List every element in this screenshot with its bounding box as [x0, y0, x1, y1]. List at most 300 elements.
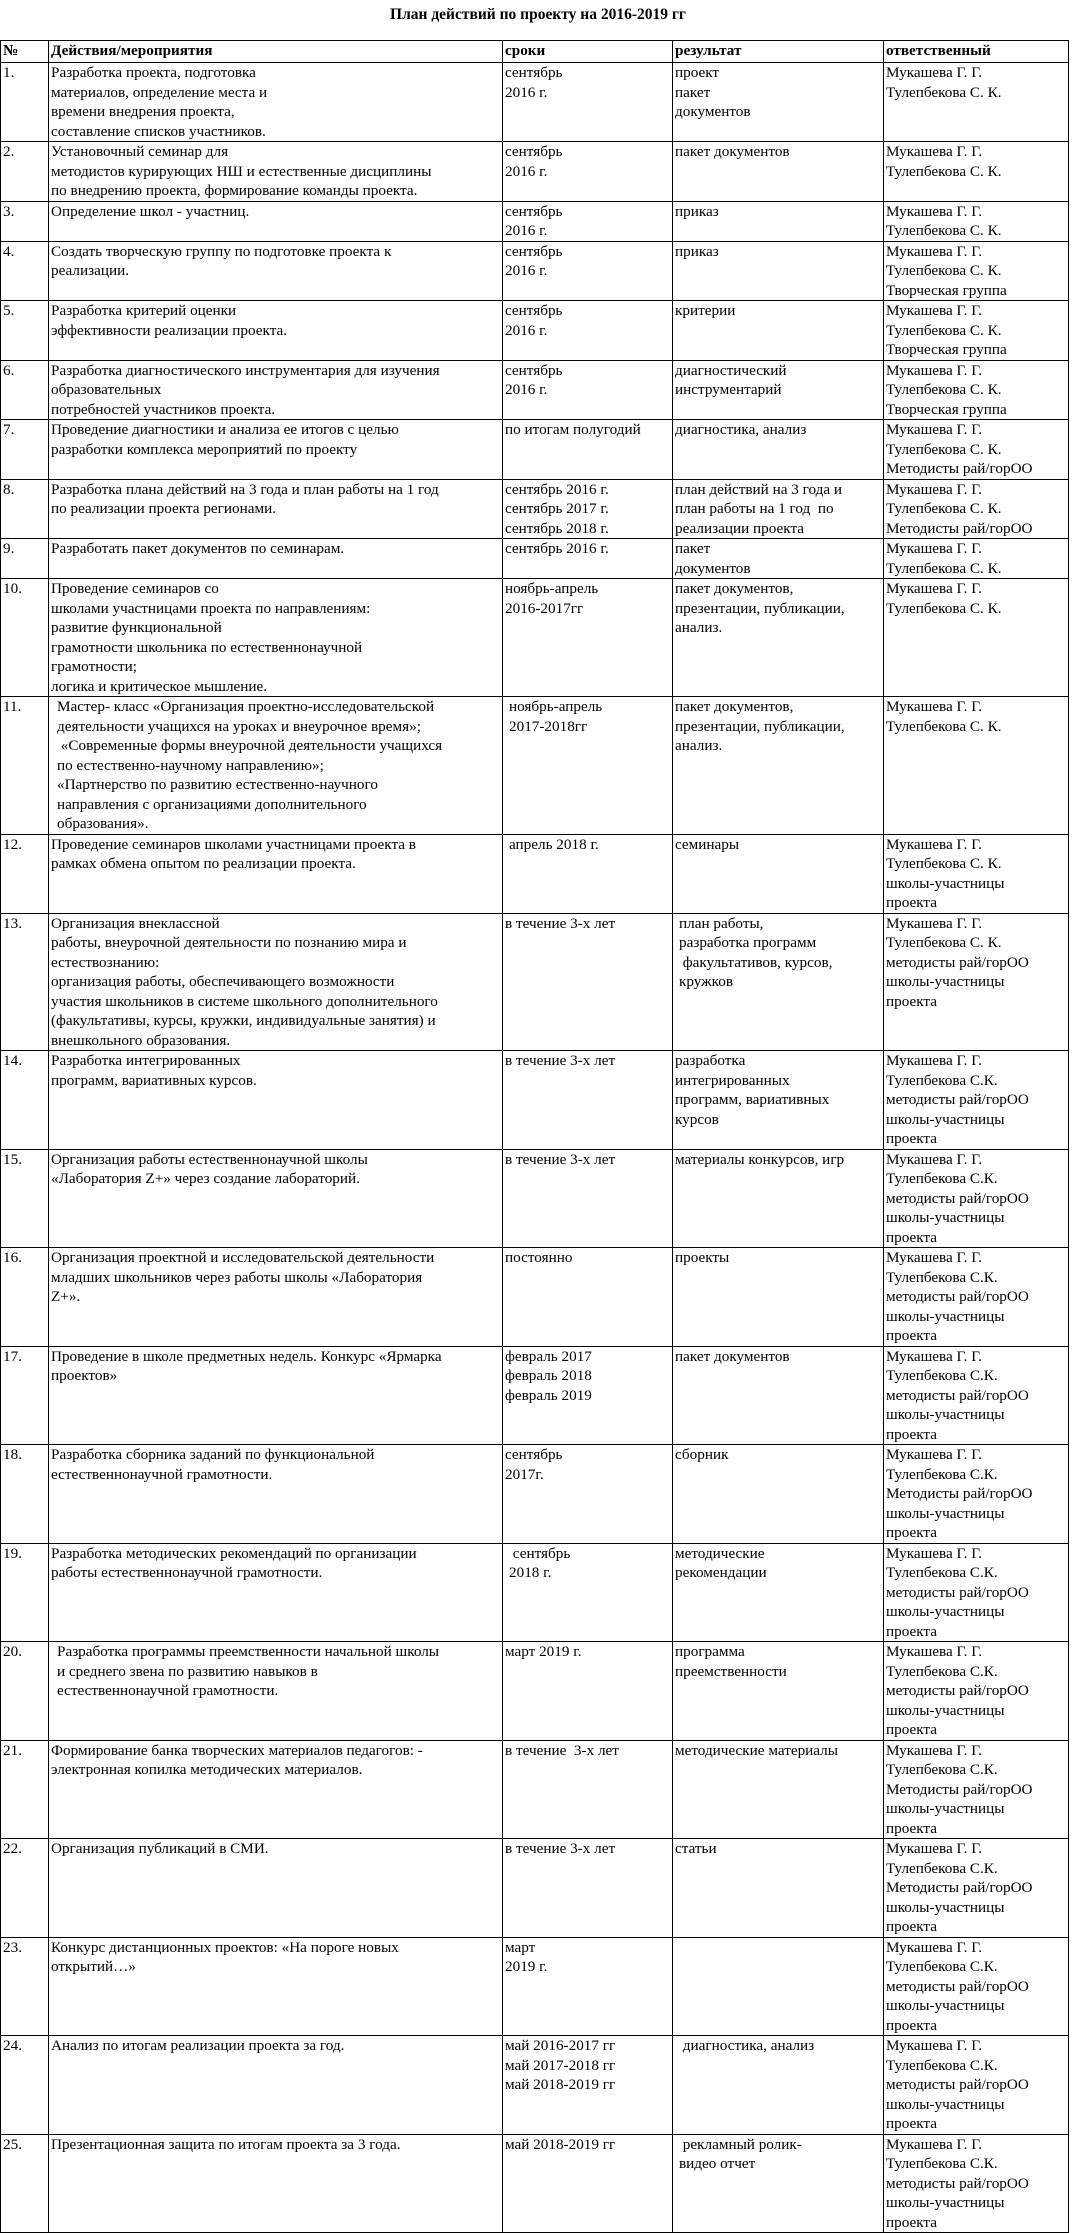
table-row — [1, 1839, 1069, 1938]
cell-term-line: 2016-2017гг — [505, 599, 584, 617]
cell-result — [673, 201, 884, 241]
cell-term-line: в течение 3-х лет — [505, 1150, 616, 1168]
cell-responsible — [884, 1051, 1069, 1150]
cell-action — [49, 63, 503, 142]
cell-term-line: сентябрь — [505, 202, 563, 220]
cell-term-line: в течение 3-х лет — [505, 914, 616, 932]
header-result: результат — [673, 41, 884, 63]
table-row — [1, 539, 1069, 579]
cell-result — [673, 1642, 884, 1741]
cell-term-line: сентябрь 2016 г. — [505, 540, 609, 557]
cell-responsible-line: школы-участницы — [886, 1110, 1005, 1128]
cell-num: 9. — [1, 539, 49, 579]
header-num: № — [1, 41, 49, 63]
cell-responsible-line: Тулепбекова С. К. — [886, 717, 1002, 735]
cell-term — [503, 539, 673, 579]
table-body — [1, 63, 1069, 2233]
cell-action — [49, 697, 503, 835]
cell-num: 19. — [1, 1543, 49, 1642]
table-row — [1, 1937, 1069, 2036]
cell-responsible-line: школы-участницы — [886, 2194, 1005, 2211]
cell-responsible-line: проекта — [886, 1524, 937, 1541]
cell-result — [673, 301, 884, 361]
cell-num: 11. — [1, 697, 49, 835]
cell-responsible-line: Тулепбекова С.К. — [886, 1071, 998, 1089]
cell-responsible-line: Мукашева Г. Г. — [886, 480, 983, 498]
cell-responsible-line: Тулепбекова С. К. — [886, 855, 1002, 872]
cell-responsible-line: Методисты рай/горОО — [886, 519, 1033, 537]
cell-action-line: методистов курирующих НШ и естественные дисциплины — [51, 162, 432, 180]
cell-action-line: Организация проектной и исследовательской деятельности — [51, 1249, 435, 1266]
action-plan-table — [0, 40, 1069, 2233]
cell-action-line: логика и критическое мышление. — [51, 677, 268, 695]
cell-result — [673, 1346, 884, 1445]
cell-responsible-line: методисты рай/горОО — [886, 1682, 1029, 1699]
cell-action-line: (факультативы, курсы, кружки, индивидуальные занятия) и — [51, 1012, 436, 1029]
cell-result-line: пакет — [675, 540, 711, 557]
cell-responsible — [884, 579, 1069, 697]
table-row — [1, 834, 1069, 913]
cell-result-line: план работы, — [679, 914, 764, 932]
cell-result-line: анализ. — [675, 737, 723, 754]
cell-result-line: пакет документов — [675, 1347, 790, 1365]
cell-result-line: диагностический — [675, 361, 787, 379]
cell-responsible — [884, 913, 1069, 1051]
cell-term — [503, 420, 673, 480]
cell-result — [673, 1839, 884, 1938]
cell-result-line: курсов — [675, 1110, 719, 1128]
cell-responsible-line: Тулепбекова С.К. — [886, 1958, 998, 1975]
cell-result-line: документов — [675, 103, 751, 120]
table-row — [1, 241, 1069, 301]
cell-term-line: 2016 г. — [505, 381, 548, 398]
cell-responsible-line: методисты рай/горОО — [886, 2076, 1029, 2093]
cell-result-line: сборник — [675, 1446, 729, 1463]
cell-term — [503, 1051, 673, 1150]
cell-result-line: пакет — [675, 83, 711, 101]
table-row — [1, 420, 1069, 480]
cell-responsible-line: Мукашева Г. Г. — [886, 1347, 983, 1365]
cell-action-line: Разработка критерий оценки — [51, 302, 237, 319]
cell-responsible-line: Мукашева Г. Г. — [886, 143, 983, 160]
cell-action-line: по реализации проекта регионами. — [51, 500, 277, 517]
cell-term-line: в течение 3-х лет — [505, 1840, 616, 1857]
cell-result — [673, 241, 884, 301]
cell-responsible-line: Мукашева Г. Г. — [886, 914, 983, 932]
cell-responsible-line: школы-участницы — [886, 1997, 1005, 2014]
table-row — [1, 301, 1069, 361]
cell-action-line: Проведение в школе предметных недель. Конкурс «Ярмарка — [51, 1347, 442, 1365]
cell-responsible-line: Творческая группа — [886, 341, 1007, 358]
cell-responsible — [884, 539, 1069, 579]
cell-responsible-line: школы-участницы — [886, 1701, 1005, 1719]
cell-action — [49, 1445, 503, 1544]
cell-responsible-line: Тулепбекова С. К. — [886, 440, 1002, 458]
cell-action — [49, 1248, 503, 1347]
cell-result — [673, 1740, 884, 1839]
cell-action-line: Установочный семинар для — [51, 143, 229, 160]
cell-action-line: внешкольного образования. — [51, 1031, 231, 1049]
cell-term — [503, 142, 673, 202]
cell-result-line: реализации проекта — [675, 519, 805, 537]
cell-term — [503, 1543, 673, 1642]
cell-num: 23. — [1, 1937, 49, 2036]
cell-action — [49, 1149, 503, 1248]
cell-term-line: сентябрь 2016 г. — [505, 480, 609, 498]
cell-term — [503, 834, 673, 913]
cell-responsible-line: школы-участницы — [886, 1406, 1005, 1423]
cell-term — [503, 697, 673, 835]
cell-responsible-line: Тулепбекова С. К. — [886, 222, 1002, 239]
cell-responsible-line: Мукашева Г. Г. — [886, 835, 983, 853]
cell-action-line: рамках обмена опытом по реализации проекта. — [51, 855, 356, 872]
cell-num: 16. — [1, 1248, 49, 1347]
cell-term — [503, 1642, 673, 1741]
cell-responsible-line: школы-участницы — [886, 2095, 1005, 2113]
cell-result-line: приказ — [675, 242, 719, 260]
cell-responsible-line: Мукашева Г. Г. — [886, 1249, 983, 1266]
cell-result — [673, 1445, 884, 1544]
cell-result — [673, 539, 884, 579]
cell-action — [49, 539, 503, 579]
table-row — [1, 1248, 1069, 1347]
table-row — [1, 201, 1069, 241]
cell-action-line: Разработка сборника заданий по функциональной — [51, 1446, 375, 1463]
cell-term-line: постоянно — [505, 1249, 573, 1266]
cell-action-line: проектов» — [51, 1367, 118, 1384]
cell-num: 20. — [1, 1642, 49, 1741]
cell-responsible-line: Тулепбекова С. К. — [886, 381, 1002, 398]
cell-result — [673, 142, 884, 202]
table-row — [1, 2036, 1069, 2135]
cell-responsible-line: Мукашева Г. Г. — [886, 1446, 983, 1463]
cell-responsible — [884, 1149, 1069, 1248]
cell-responsible — [884, 1543, 1069, 1642]
cell-term-line: сентябрь — [505, 1446, 563, 1463]
cell-term — [503, 579, 673, 697]
table-header-row — [1, 41, 1069, 63]
cell-term-line: в течение 3-х лет — [505, 1052, 616, 1069]
cell-term — [503, 479, 673, 539]
cell-term-line: май 2018-2019 гг — [505, 2076, 616, 2093]
cell-result — [673, 63, 884, 142]
cell-responsible-line: Творческая группа — [886, 281, 1007, 299]
cell-result-line: семинары — [675, 835, 740, 853]
cell-term — [503, 360, 673, 420]
cell-responsible-line: Мукашева Г. Г. — [886, 1150, 983, 1168]
cell-action-line: Проведение семинаров со — [51, 580, 219, 597]
cell-term — [503, 1346, 673, 1445]
cell-responsible-line: Методисты рай/горОО — [886, 460, 1033, 477]
cell-result-line: диагностика, анализ — [675, 421, 807, 438]
cell-term — [503, 1740, 673, 1839]
table-row — [1, 913, 1069, 1051]
cell-responsible-line: методисты рай/горОО — [886, 1288, 1029, 1305]
cell-action-line: образовательных — [51, 381, 162, 398]
cell-action-line: младших школьников через работы школы «Лаборатория — [51, 1268, 423, 1286]
cell-responsible-line: Тулепбекова С.К. — [886, 1170, 998, 1187]
cell-result-line: диагностика, анализ — [679, 2037, 815, 2054]
table-row — [1, 2134, 1069, 2233]
cell-responsible-line: проекта — [886, 2213, 937, 2231]
cell-term-line: май 2016-2017 гг — [505, 2037, 616, 2054]
cell-action-line: Z+». — [51, 1288, 81, 1305]
cell-action-line: естественнонаучной грамотности. — [51, 1465, 273, 1483]
header-term: сроки — [503, 41, 673, 63]
cell-action — [49, 1839, 503, 1938]
cell-term-line: март — [505, 1938, 536, 1956]
cell-term-line: сентябрь — [509, 1544, 571, 1562]
cell-responsible-line: проекта — [886, 1721, 937, 1738]
cell-responsible-line: Мукашева Г. Г. — [886, 1544, 983, 1562]
cell-responsible-line: Тулепбекова С.К. — [886, 1761, 998, 1778]
cell-action-line: «Современные формы внеурочной деятельности учащихся — [57, 737, 443, 754]
cell-action-line: Проведение семинаров школами участницами проекта в — [51, 835, 416, 853]
cell-result-line: рекламный ролик- — [679, 2135, 802, 2153]
cell-num: 12. — [1, 834, 49, 913]
cell-term-line: ноябрь-апрель — [505, 580, 599, 597]
cell-action-line: Презентационная защита по итогам проекта за 3 года. — [51, 2135, 401, 2153]
cell-action — [49, 241, 503, 301]
cell-responsible-line: проекта — [886, 894, 937, 911]
cell-result — [673, 420, 884, 480]
cell-action — [49, 1740, 503, 1839]
cell-responsible-line: проекта — [886, 1918, 937, 1935]
cell-responsible-line: методисты рай/горОО — [886, 2174, 1029, 2192]
cell-action-line: открытий…» — [51, 1958, 136, 1975]
cell-term — [503, 913, 673, 1051]
cell-term — [503, 1248, 673, 1347]
cell-result-line: программа — [675, 1643, 745, 1660]
cell-result — [673, 579, 884, 697]
cell-num: 7. — [1, 420, 49, 480]
cell-result-line: материалы конкурсов, игр — [675, 1150, 845, 1168]
cell-result — [673, 2134, 884, 2233]
cell-responsible-line: методисты рай/горОО — [886, 1977, 1029, 1995]
cell-result-line: план действий на 3 года и — [675, 480, 843, 498]
cell-responsible-line: Тулепбекова С. К. — [886, 162, 1002, 180]
cell-action-line: образования». — [57, 815, 149, 832]
cell-responsible — [884, 241, 1069, 301]
cell-action — [49, 1543, 503, 1642]
cell-action-line: Организация внеклассной — [51, 914, 220, 932]
cell-action-line: Мастер- класс «Организация проектно-исследовательской — [57, 698, 435, 715]
cell-result-line: пакет документов, — [675, 580, 794, 597]
cell-term — [503, 201, 673, 241]
cell-action — [49, 360, 503, 420]
cell-action-line: программ, вариативных курсов. — [51, 1071, 257, 1089]
cell-result — [673, 1937, 884, 2036]
cell-responsible-line: Тулепбекова С. К. — [886, 500, 1002, 517]
cell-responsible — [884, 1937, 1069, 2036]
cell-responsible-line: Мукашева Г. Г. — [886, 698, 983, 715]
cell-responsible — [884, 479, 1069, 539]
cell-result-line: методические материалы — [675, 1741, 838, 1759]
cell-action — [49, 301, 503, 361]
cell-action-line: разработки комплекса мероприятий по проекту — [51, 440, 358, 458]
cell-responsible-line: Тулепбекова С.К. — [886, 1662, 998, 1680]
table-row — [1, 360, 1069, 420]
cell-responsible-line: проекта — [886, 2115, 937, 2132]
cell-result-line: план работы на 1 год по — [675, 500, 834, 517]
cell-responsible-line: Методисты рай/горОО — [886, 1485, 1033, 1502]
cell-responsible — [884, 360, 1069, 420]
cell-responsible — [884, 201, 1069, 241]
cell-num: 22. — [1, 1839, 49, 1938]
cell-result-line: презентации, публикации, — [675, 717, 845, 735]
cell-result — [673, 913, 884, 1051]
cell-term — [503, 1445, 673, 1544]
cell-term — [503, 63, 673, 142]
cell-action-line: Организация публикаций в СМИ. — [51, 1840, 269, 1857]
cell-responsible-line: проекта — [886, 1425, 937, 1443]
cell-term-line: 2016 г. — [505, 162, 548, 180]
cell-responsible-line: Мукашева Г. Г. — [886, 1052, 983, 1069]
cell-action-line: по естественно-научному направлению»; — [57, 756, 324, 774]
cell-action-line: Создать творческую группу по подготовке проекта к — [51, 242, 392, 260]
cell-result — [673, 697, 884, 835]
cell-result-line: факультативов, курсов, — [679, 953, 833, 971]
cell-term — [503, 301, 673, 361]
cell-term-line: сентябрь 2018 г. — [505, 519, 609, 537]
cell-responsible-line: Мукашева Г. Г. — [886, 242, 983, 260]
cell-action-line: «Партнерство по развитию естественно-научного — [57, 776, 378, 793]
cell-responsible-line: Методисты рай/горОО — [886, 1879, 1033, 1896]
cell-term-line: сентябрь — [505, 361, 563, 379]
cell-result-line: презентации, публикации, — [675, 599, 845, 617]
table-row — [1, 1149, 1069, 1248]
cell-responsible-line: методисты рай/горОО — [886, 1189, 1029, 1207]
cell-term-line: февраль 2018 — [505, 1367, 592, 1384]
cell-responsible-line: Тулепбекова С.К. — [886, 2056, 998, 2074]
cell-result-line: критерии — [675, 302, 736, 319]
cell-responsible-line: Творческая группа — [886, 400, 1007, 418]
cell-action-line: Формирование банка творческих материалов педагогов: - — [51, 1741, 423, 1759]
cell-responsible-line: Мукашева Г. Г. — [886, 1741, 983, 1759]
cell-responsible-line: Мукашева Г. Г. — [886, 302, 983, 319]
cell-responsible-line: проекта — [886, 1228, 937, 1246]
cell-action-line: по внедрению проекта, формирование команды проекта. — [51, 182, 418, 199]
table-row — [1, 579, 1069, 697]
cell-num: 5. — [1, 301, 49, 361]
cell-action — [49, 1346, 503, 1445]
cell-action-line: времени внедрения проекта, — [51, 103, 235, 120]
cell-num: 8. — [1, 479, 49, 539]
cell-action-line: электронная копилка методических материалов. — [51, 1761, 363, 1778]
header-action: Действия/мероприятия — [49, 41, 503, 63]
cell-action-line: Разработать пакет документов по семинарам. — [51, 540, 345, 557]
cell-action-line: работы естественнонаучной грамотности. — [51, 1564, 323, 1581]
cell-responsible-line: Мукашева Г. Г. — [886, 1840, 983, 1857]
cell-responsible-line: Тулепбекова С.К. — [886, 1859, 998, 1877]
cell-action-line: школами участницами проекта по направлениям: — [51, 599, 371, 617]
cell-num: 21. — [1, 1740, 49, 1839]
cell-action — [49, 2036, 503, 2135]
cell-term-line: 2017-2018гг — [509, 717, 588, 735]
table-row — [1, 1346, 1069, 1445]
cell-action-line: грамотности школьника по естественнонаучной — [51, 638, 363, 656]
cell-term — [503, 1937, 673, 2036]
cell-responsible-line: школы-участницы — [886, 1209, 1005, 1226]
cell-responsible-line: Тулепбекова С.К. — [886, 2155, 998, 2172]
cell-term-line: сентябрь — [505, 302, 563, 319]
cell-num: 3. — [1, 201, 49, 241]
cell-responsible-line: Тулепбекова С.К. — [886, 1465, 998, 1483]
cell-term-line: февраль 2019 — [505, 1386, 592, 1404]
cell-responsible-line: Тулепбекова С. К. — [886, 599, 1002, 617]
cell-responsible-line: Мукашева Г. Г. — [886, 361, 983, 379]
cell-term-line: 2017г. — [505, 1465, 544, 1483]
cell-num: 18. — [1, 1445, 49, 1544]
cell-responsible-line: школы-участницы — [886, 1504, 1005, 1522]
cell-responsible — [884, 142, 1069, 202]
cell-result-line: кружков — [679, 973, 734, 990]
cell-result-line: статьи — [675, 1840, 717, 1857]
cell-result-line: проекты — [675, 1249, 730, 1266]
cell-term-line: 2016 г. — [505, 321, 548, 339]
cell-action — [49, 479, 503, 539]
cell-action — [49, 201, 503, 241]
cell-action-line: Разработка интегрированных — [51, 1052, 241, 1069]
cell-responsible — [884, 1445, 1069, 1544]
cell-term-line: сентябрь — [505, 64, 563, 81]
cell-action-line: Разработка проекта, подготовка — [51, 64, 256, 81]
cell-responsible-line: Тулепбекова С. К. — [886, 559, 1002, 577]
cell-term-line: 2016 г. — [505, 222, 548, 239]
cell-action-line: развитие функциональной — [51, 619, 222, 636]
cell-num: 15. — [1, 1149, 49, 1248]
cell-term-line: май 2017-2018 гг — [505, 2056, 616, 2074]
cell-num: 14. — [1, 1051, 49, 1150]
table-row — [1, 697, 1069, 835]
cell-result-line: инструментарий — [675, 381, 782, 398]
cell-action — [49, 1051, 503, 1150]
cell-term — [503, 1149, 673, 1248]
cell-responsible-line: Мукашева Г. Г. — [886, 540, 983, 557]
cell-action-line: Анализ по итогам реализации проекта за год. — [51, 2037, 345, 2054]
cell-action — [49, 913, 503, 1051]
cell-term-line: апрель 2018 г. — [509, 835, 599, 853]
cell-action-line: материалов, определение места и — [51, 83, 268, 101]
cell-term-line: 2019 г. — [505, 1958, 548, 1975]
cell-action-line: направления с организациями дополнительного — [57, 795, 367, 813]
cell-num: 4. — [1, 241, 49, 301]
cell-term-line: май 2018-2019 гг — [505, 2135, 616, 2153]
cell-action-line: Разработка программы преемственности начальной школы — [57, 1643, 440, 1660]
cell-num: 2. — [1, 142, 49, 202]
cell-term-line: март 2019 г. — [505, 1643, 582, 1660]
cell-action-line: эффективности реализации проекта. — [51, 321, 288, 339]
cell-term-line: ноябрь-апрель — [509, 698, 603, 715]
cell-responsible-line: Методисты рай/горОО — [886, 1780, 1033, 1798]
cell-responsible-line: Тулепбекова С.К. — [886, 1367, 998, 1384]
table-row — [1, 1642, 1069, 1741]
cell-term-line: 2016 г. — [505, 83, 548, 101]
cell-action-line: Конкурс дистанционных проектов: «На пороге новых — [51, 1938, 399, 1956]
cell-action-line: естественнонаучной грамотности. — [57, 1682, 279, 1699]
cell-result — [673, 834, 884, 913]
cell-action — [49, 1937, 503, 2036]
cell-result-line: методические — [675, 1544, 765, 1562]
table-row — [1, 1445, 1069, 1544]
table-row — [1, 142, 1069, 202]
cell-result-line: программ, вариативных — [675, 1091, 830, 1108]
cell-responsible — [884, 301, 1069, 361]
cell-responsible — [884, 1642, 1069, 1741]
table-row — [1, 1051, 1069, 1150]
cell-result — [673, 1543, 884, 1642]
cell-num: 17. — [1, 1346, 49, 1445]
